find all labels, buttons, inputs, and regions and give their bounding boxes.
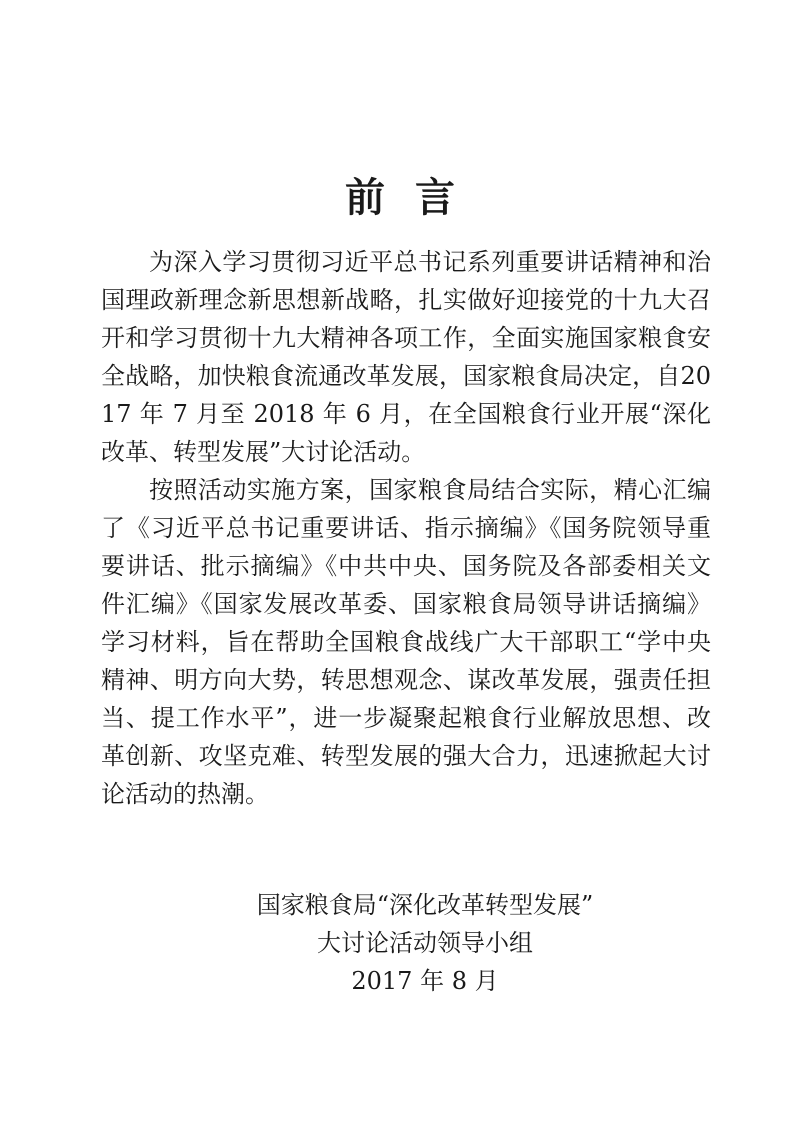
signature-block <box>0 886 800 1000</box>
paragraph-2: 按照活动实施方案，国家粮食局结合实际，精心汇编了《习近平总书记重要讲话、指示摘编》《国务院领导重要讲话、批示摘编》《中共中央、国务院及各部委相关文件汇编》《国家发展改革委、国家粮食局领导讲话摘编》学习材料，旨在帮助全国粮食战线广大干部职工“学中央精神、明方向大势，转思想观念、谋改革发展，强责任担当、提工作水平”，进一步凝聚起粮食行业解放思想、改革创新、攻坚克难、转型发展的强大合力，迅速掀起大讨论活动的热潮。 <box>101 476 711 808</box>
signature-group: 大讨论活动领导小组 <box>317 929 533 957</box>
paragraph-1: 为深入学习贯彻习近平总书记系列重要讲话精神和治国理政新理念新思想新战略，扎实做好迎接党的十九大召开和学习贯彻十九大精神各项工作，全面实施国家粮食安全战略，加快粮食流通改革发展，国家粮食局决定，自2017 年 7 月至 2018 年 6 月，在全国粮食行业开展“深化改革、转型发展”大讨论活动。 <box>101 248 711 466</box>
signature-organization: 国家粮食局“深化改革转型发展” <box>256 891 594 919</box>
preface-body <box>101 243 711 813</box>
signature-date: 2017 年 8 月 <box>351 967 499 995</box>
page-title: 前言 <box>345 175 485 221</box>
